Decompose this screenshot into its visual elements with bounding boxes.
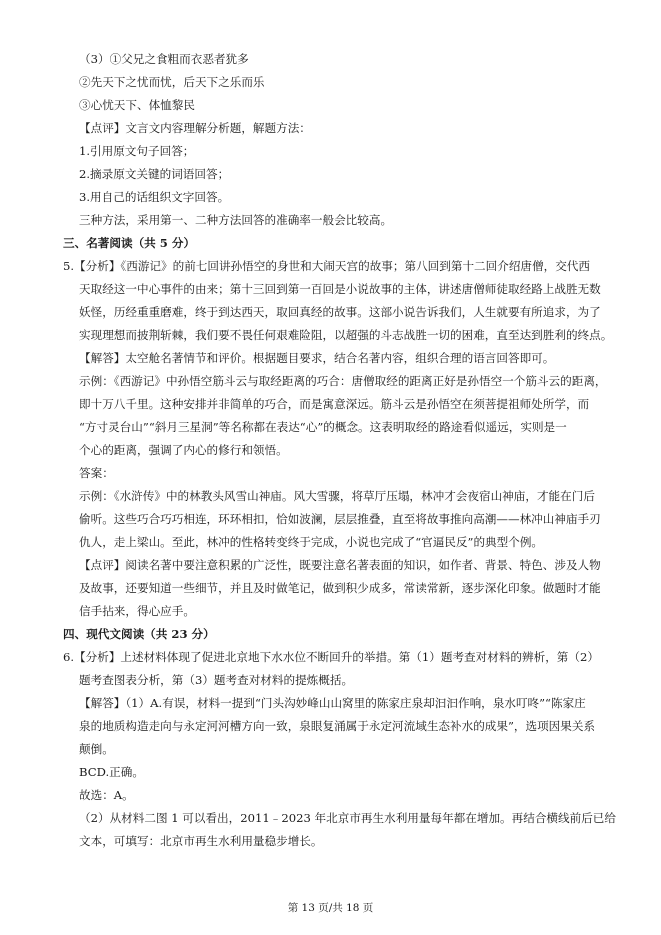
text-line: 题考查图表分析，第（3）题考查对材料的提炼概括。 [79,673,354,687]
text-line: 三种方法，采用第一、二种方法回答的准确率一般会比较高。 [79,213,393,227]
text-line: 及故事，还要知道一些细节，并且及时做笔记，做到积少成多，常读常新，逐步深化印象。做题时才能 [79,581,601,595]
text-line: 1.引用原文句子回答； [79,144,195,158]
text-line: “方寸灵台山”“斜月三星洞”等名称都在表达“心”的概念。这表明取经的路途看似遥远，实则是一 [79,420,567,434]
text-line: 仇人，走上梁山。至此，林冲的性格转变终于完成，小说也完成了“官逼民反”的典型个例。 [79,535,544,549]
text-line: 6.【分析】上述材料体现了促进北京地下水水位不断回升的举措。第（1）题考查对材料的辨析，第（2） [63,650,599,664]
text-line: 文本，可填写：北京市再生水利用量稳步增长。 [79,834,323,848]
text-line: 5.【分析】《西游记》的前七回讲孙悟空的身世和大闹天宫的故事；第八回到第十二回介绍唐僧，交代西 [63,259,590,273]
text-line: 故选：A。 [79,788,134,802]
text-line: 答案： [79,466,114,480]
section-heading: 三、名著阅读（共 5 分） [63,236,196,250]
text-line: 实现理想而披荆斩棘，我们要不畏任何艰难险阻，以超强的斗志战胜一切的困难，直至达到胜利的终点。 [79,328,613,342]
text-line: 3.用自己的话组织文字回答。 [79,190,230,204]
text-line: 泉的地质构造走向与永定河河槽方向一致，泉眼复涌属于永定河流域生态补水的成果”，选项因果关系 [79,719,596,733]
text-line: 【解答】太空舱名著情节和评价。根据题目要求，结合名著内容，组织合理的语言回答即可。 [79,351,555,365]
text-line: 2.摘录原文关键的词语回答； [79,167,230,181]
text-line: 个心的距离，强调了内心的修行和领悟。 [79,443,288,457]
page-number-footer: 第 13 页/共 18 页 [287,902,374,914]
text-line: ③心忧天下、体恤黎民 [79,98,195,112]
text-line: （2）从材料二图 1 可以看出，2011﹣2023 年北京市再生水利用量每年都在增加。再结合横线前后已给 [79,811,616,825]
text-line: 颠倒。 [79,742,114,756]
text-line: 偷听。这些巧合巧巧相连，环环相扣，恰如波澜，层层推叠，直至将故事推向高潮——林冲山神庙手刃 [79,512,601,526]
text-line: 【点评】文言文内容理解分析题，解题方法： [79,121,311,135]
text-line: 天取经这一中心事件的由来；第十三回到第一百回是小说故事的主体，讲述唐僧师徒取经路上战胜无数 [79,282,601,296]
text-line: （3）①父兄之食粗而衣恶者犹多 [79,52,249,66]
text-line: 示例：《西游记》中孙悟空筋斗云与取经距离的巧合：唐僧取经的距离正好是孙悟空一个筋斗云的距离， [79,374,607,388]
text-line: ②先天下之忧而忧，后天下之乐而乐 [79,75,265,89]
section-heading: 四、现代文阅读（共 23 分） [63,627,215,641]
text-line: 【解答】（1）A.有误，材料一提到“门头沟妙峰山山窝里的陈家庄泉却汩汩作响，泉水叮咚”“陈家庄 [79,696,586,710]
text-line: 妖怪，历经重重磨难，终于到达西天，取回真经的故事。这部小说告诉我们，人生就要有所追求，为了 [79,305,601,319]
text-line: 即十万八千里。这种安排并非简单的巧合，而是寓意深远。筋斗云是孙悟空在须菩提祖师处所学，而 [79,397,590,411]
text-line: 示例：《水浒传》中的林教头风雪山神庙。风大雪骤，将草厅压塌，林冲才会夜宿山神庙，才能在门后 [79,489,595,503]
text-line: 信手拈来，得心应手。 [79,604,195,618]
text-line: 【点评】阅读名著中要注意积累的广泛性，既要注意名著表面的知识，如作者、背景、特色、涉及人物 [79,558,601,572]
text-line: BCD.正确。 [79,765,144,779]
